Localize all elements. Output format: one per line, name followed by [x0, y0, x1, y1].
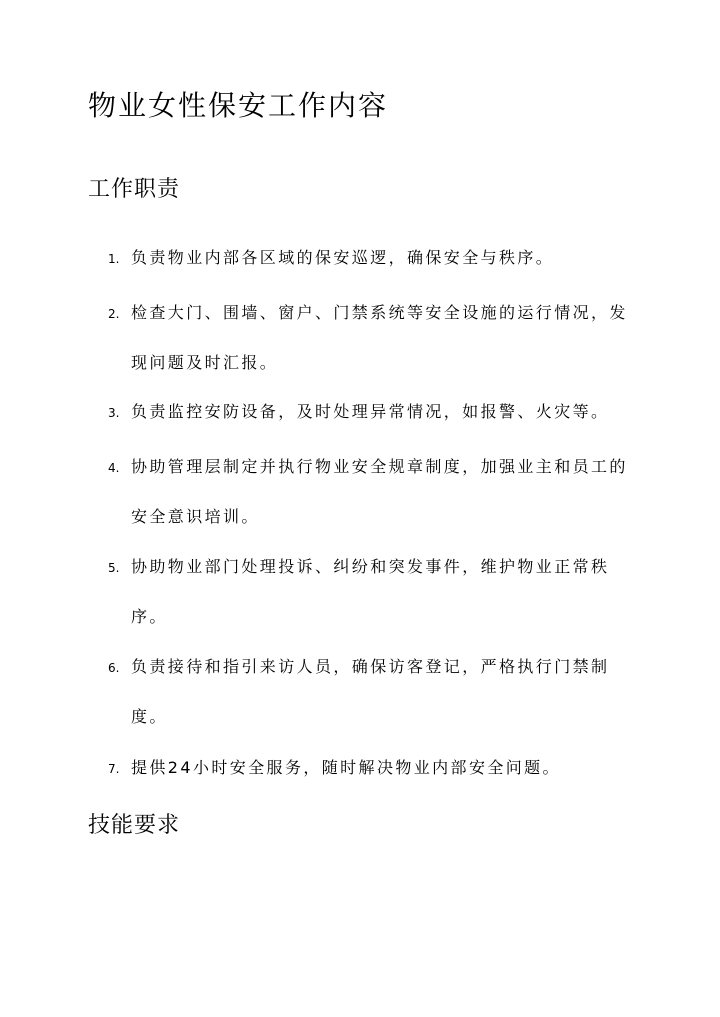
list-item-text: 协助物业部门处理投诉、纠纷和突发事件，维护物业正常秩序。	[131, 557, 610, 626]
list-item-text: 提供24小时安全服务，随时解决物业内部安全问题。	[131, 758, 561, 777]
list-item-number: 2.	[108, 307, 120, 321]
list-item-text: 负责监控安防设备，及时处理异常情况，如报警、火灾等。	[131, 402, 610, 421]
list-item-number: 7.	[108, 762, 120, 776]
document-title: 物业女性保安工作内容	[88, 89, 389, 122]
list-item-number: 5.	[108, 561, 120, 575]
list-item-text: 负责接待和指引来访人员，确保访客登记，严格执行门禁制度。	[131, 657, 610, 726]
list-item-number: 6.	[108, 661, 120, 675]
list-item-number: 1.	[108, 252, 120, 266]
list-item-number: 4.	[108, 461, 120, 475]
list-item-number: 3.	[108, 406, 120, 420]
list-item-text: 检查大门、围墙、窗户、门禁系统等安全设施的运行情况，发现问题及时汇报。	[131, 303, 628, 372]
section-heading-duties: 工作职责	[88, 177, 181, 202]
list-item-text: 协助管理层制定并执行物业安全规章制度，加强业主和员工的安全意识培训。	[131, 457, 628, 526]
list-item-text: 负责物业内部各区域的保安巡逻，确保安全与秩序。	[131, 248, 555, 267]
section-heading-skills: 技能要求	[88, 813, 181, 838]
